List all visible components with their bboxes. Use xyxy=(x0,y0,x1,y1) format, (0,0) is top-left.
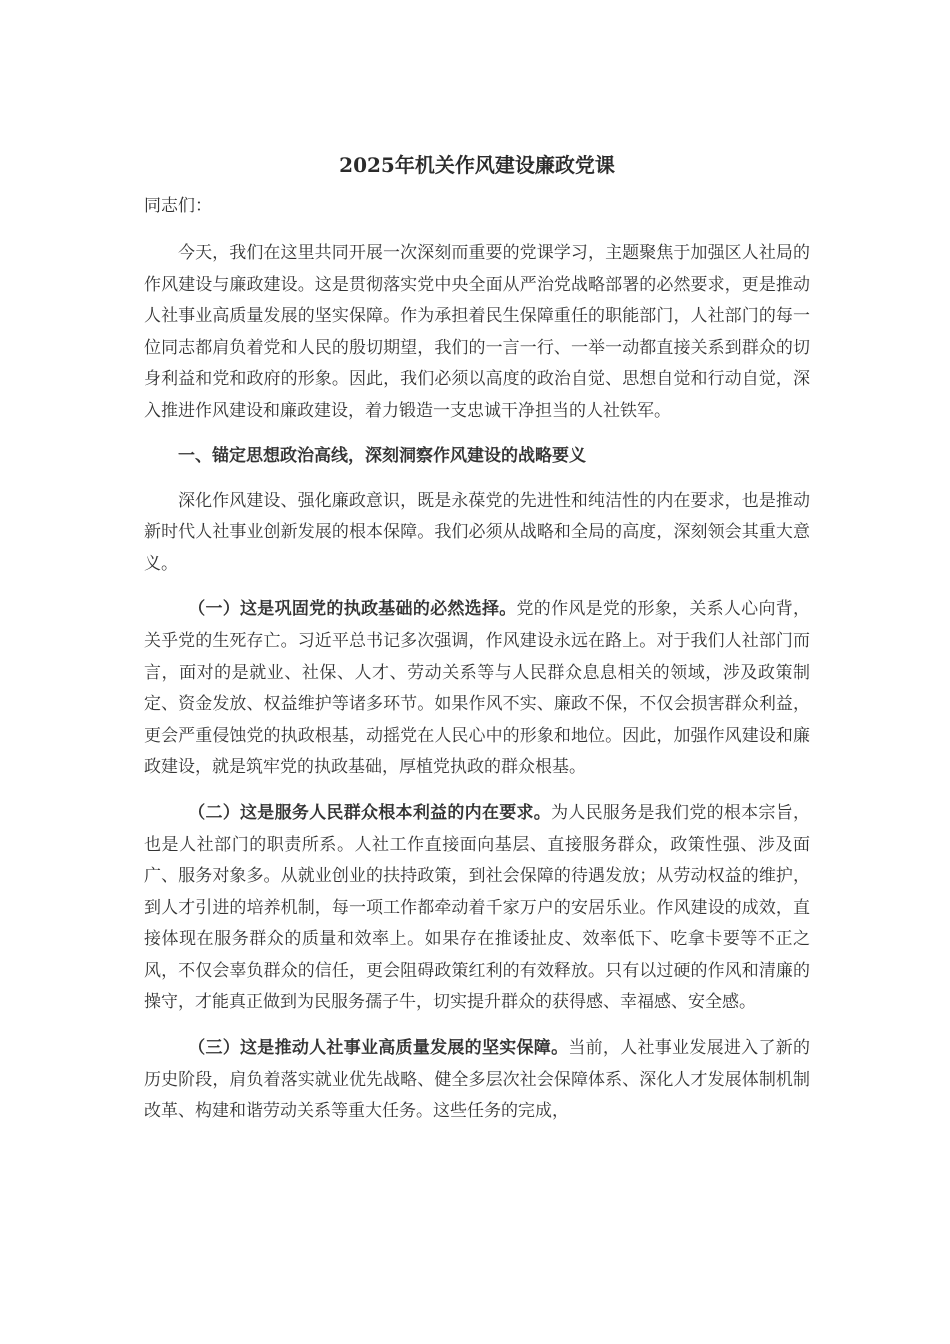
point-1-lead: （一）这是巩固党的执政基础的必然选择。 xyxy=(188,599,517,620)
section-1-intro-paragraph: 深化作风建设、强化廉政意识，既是永葆党的先进性和纯洁性的内在要求，也是推动新时代人社事业创新发展的根本保障。我们必须从战略和全局的高度，深刻领会其重大意义。 xyxy=(144,490,810,574)
document-title: 2025年机关作风建设廉政党课 xyxy=(339,153,615,177)
point-3-lead: （三）这是推动人社事业高质量发展的坚实保障。 xyxy=(188,1038,569,1059)
intro-paragraph: 今天，我们在这里共同开展一次深刻而重要的党课学习，主题聚焦于加强区人社局的作风建设与廉政建设。这是贯彻落实党中央全面从严治党战略部署的必然要求，更是推动人社事业高质量发展的坚实保障。作为承担着民生保障重任的职能部门，人社部门的每一位同志都肩负着党和人民的殷切期望，我们的一言一行、一举一动都直接关系到群众的切身利益和党和政府的形象。因此，我们必须以高度的政治自觉、思想自觉和行动自觉，深入推进作风建设和廉政建设，着力锻造一支忠诚干净担当的人社铁军。 xyxy=(144,243,810,421)
point-2-body: 为人民服务是我们党的根本宗旨，也是人社部门的职责所系。人社工作直接面向基层、直接服务群众，政策性强、涉及面广、服务对象多。从就业创业的扶持政策，到社会保障的待遇发放；从劳动权益的维护，到人才引进的培养机制，每一项工作都牵动着千家万户的安居乐业。作风建设的成效，直接体现在服务群众的质量和效率上。如果存在推诿扯皮、效率低下、吃拿卡要等不正之风，不仅会辜负群众的信任，更会阻碍政策红利的有效释放。只有以过硬的作风和清廉的操守，才能真正做到为民服务孺子牛，切实提升群众的获得感、幸福感、安全感。 xyxy=(144,802,811,1013)
salutation: 同志们： xyxy=(144,196,212,216)
point-3-body: 当前，人社事业发展进入了新的历史阶段，肩负着落实就业优先战略、健全多层次社会保障体系、深化人才发展体制机制改革、构建和谐劳动关系等重大任务。这些任务的完成， xyxy=(144,1038,811,1122)
point-paragraph-3 xyxy=(144,1033,810,1128)
point-1-body: 党的作风是党的形象，关系人心向背，关乎党的生死存亡。习近平总书记多次强调，作风建设永远在路上。对于我们人社部门而言，面对的是就业、社保、人才、劳动关系等与人民群众息息相关的领域，涉及政策制定、资金发放、权益维护等诸多环节。如果作风不实、廉政不保，不仅会损害群众利益，更会严重侵蚀党的执政根基，动摇党在人民心中的形象和地位。因此，加强作风建设和廉政建设，就是筑牢党的执政基础，厚植党执政的群众根基。 xyxy=(144,599,811,778)
document-page xyxy=(144,150,810,1142)
section-heading-1: 一、锚定思想政治高线，深刻洞察作风建设的战略要义 xyxy=(178,445,586,466)
point-paragraph-2 xyxy=(144,798,810,1019)
point-paragraph-1 xyxy=(144,594,810,784)
point-2-lead: （二）这是服务人民群众根本利益的内在要求。 xyxy=(188,802,552,823)
